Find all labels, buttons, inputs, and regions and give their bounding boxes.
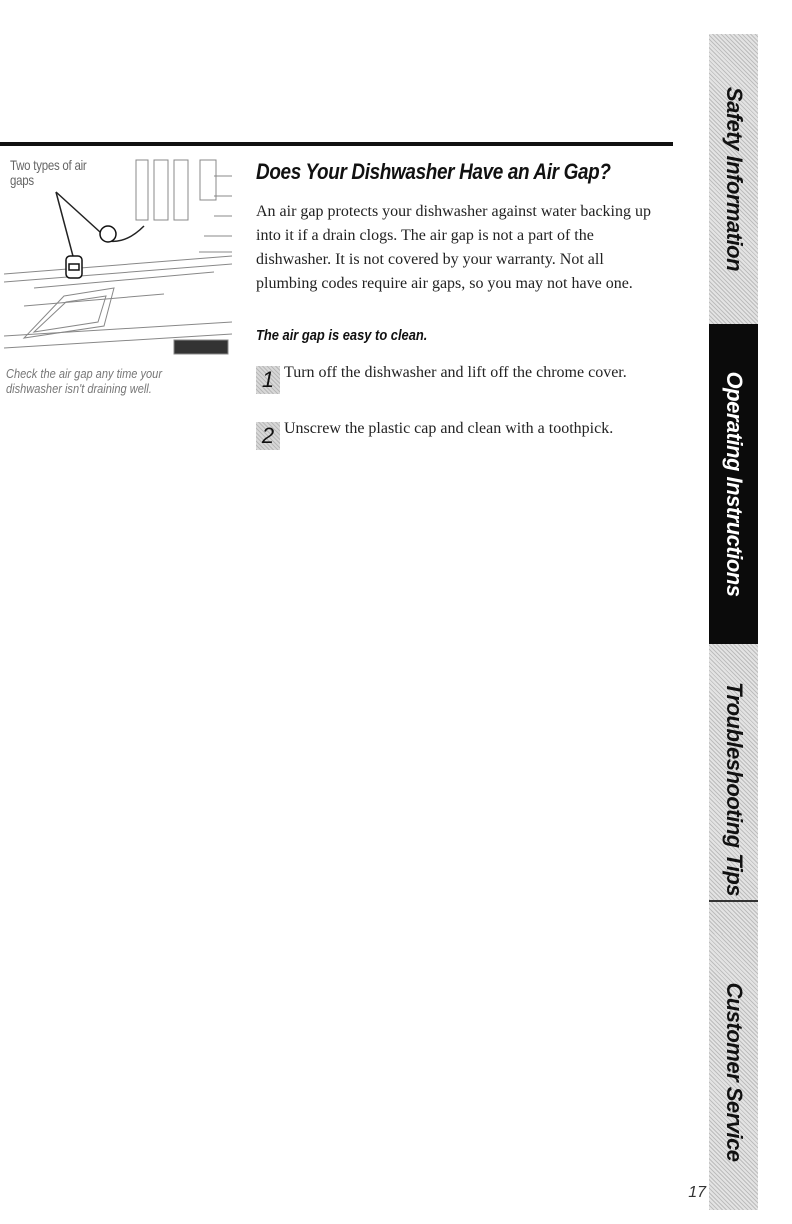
tab-divider (709, 900, 758, 902)
tab-troubleshooting-tips[interactable] (709, 644, 758, 934)
tab-label: Troubleshooting Tips (721, 681, 747, 897)
illustration-label: Two types of air gaps (10, 157, 87, 188)
step-number-badge: 2 (256, 422, 280, 450)
header-rule (0, 142, 673, 146)
step-text: Turn off the dishwasher and lift off the chrome cover. (284, 364, 627, 381)
section-tabs (709, 34, 758, 1210)
section-heading: Does Your Dishwasher Have an Air Gap? (256, 159, 611, 184)
illustration-caption: Check the air gap any time your dishwasher isn't draining well. (6, 366, 163, 396)
tab-safety-information[interactable] (709, 34, 758, 324)
step-text: Unscrew the plastic cap and clean with a toothpick. (284, 420, 614, 437)
tab-label: Operating Instructions (721, 371, 747, 597)
step-number-badge: 1 (256, 366, 280, 394)
air-gap-illustration (4, 156, 232, 362)
tab-customer-service[interactable] (709, 934, 758, 1210)
page-number: 17 (688, 1184, 706, 1201)
tab-operating-instructions[interactable] (709, 324, 758, 644)
tab-label: Safety Information (721, 86, 747, 272)
tab-label: Customer Service (721, 982, 747, 1162)
section-body: An air gap protects your dishwasher against water backing up into it if a drain clogs. The air gap is not a part of the dishwasher. It is not covered by your warranty. Not all plumbing codes require air gaps, so you may not have one. (256, 203, 651, 292)
section-subheading: The air gap is easy to clean. (256, 327, 428, 344)
